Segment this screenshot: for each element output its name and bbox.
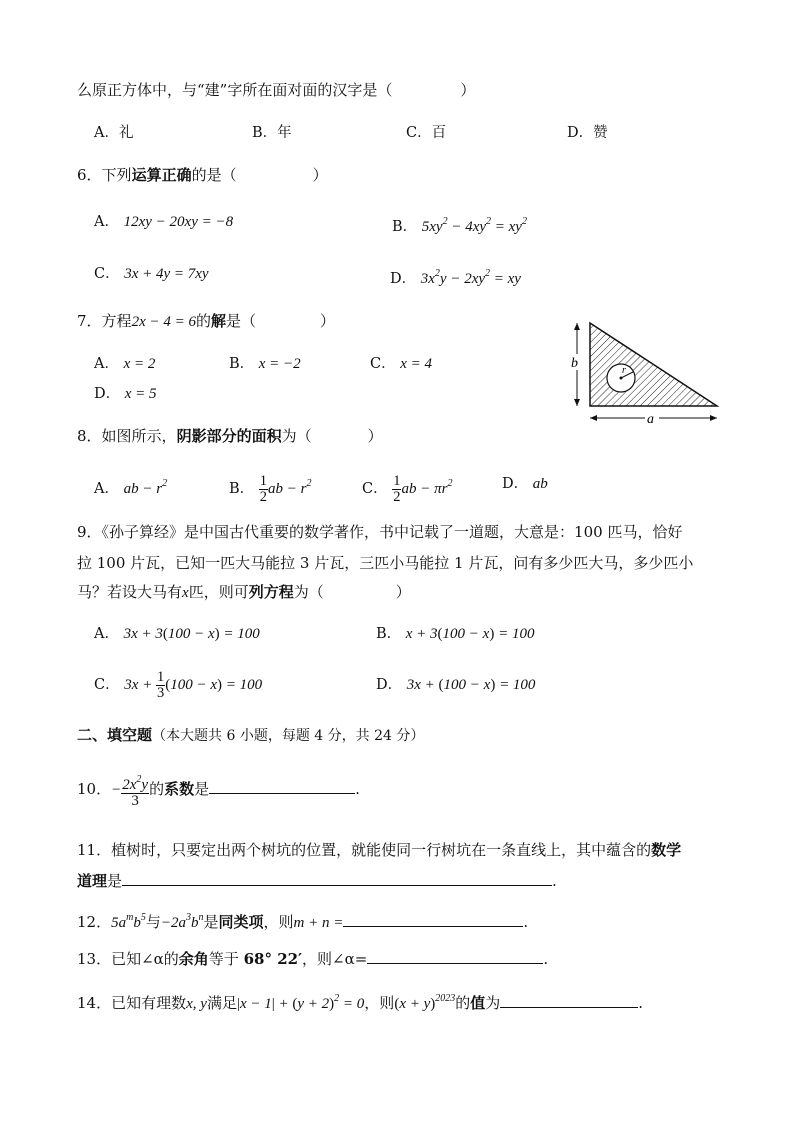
q9-line1: 9．《孙子算经》是中国古代重要的数学著作，书中记载了一道题，大意是：100 匹马，恰好	[77, 523, 683, 541]
q14: 14．已知有理数x, y满足$|x - 1| + (y + 2)^2 = 0$，则$(x + y)^{2023}$的值为 .	[77, 993, 644, 1012]
q9-line3: 马？若设大马有x匹，则可列方程为（ ）	[77, 583, 411, 601]
q11-answer-blank[interactable]	[122, 870, 552, 886]
height-label: b	[571, 356, 578, 371]
q8-option-a: A． ab − $r^2$	[94, 478, 168, 497]
q6-option-b: B． $5xy^2 - 4xy^2 = xy^2$	[392, 216, 527, 235]
q13: 13．已知∠α的余角等于 68° 22′，则∠α= .	[77, 950, 549, 968]
q7-option-d: D． x = 5	[94, 386, 157, 402]
q12: 12．$5a^mb^5$与$-2a^3b^n$是同类项，则m + n = .	[77, 912, 529, 931]
q6-option-a: A． 12xy − 20xy = −8	[94, 214, 234, 230]
q7-option-c: C． x = 4	[370, 356, 432, 372]
q6-option-d: D． $3x^2y - 2xy^2$ = xy	[390, 268, 521, 287]
q9-line2: 拉 100 片瓦，已知一匹大马能拉 3 片瓦，三匹小马能拉 1 片瓦，问有多少匹大马，多少匹小	[77, 554, 694, 572]
q6-option-c: C． 3x + 4y = 7xy	[94, 266, 209, 282]
q8-option-d: D． ab	[502, 476, 548, 492]
q13-answer-blank[interactable]	[367, 948, 543, 964]
section-2-heading: 二、填空题（本大题共 6 小题，每题 4 分，共 24 分）	[77, 726, 425, 744]
q7-option-b: B． x = −2	[229, 356, 301, 372]
q10: 10．− $\frac{2x^2y}{3}$ 的系数是 .	[77, 773, 360, 809]
q12-answer-blank[interactable]	[343, 911, 523, 927]
radius-label: r	[622, 365, 626, 376]
q6-stem: 6．下列运算正确的是（ ）	[77, 166, 328, 184]
q9-option-b: B． x + 3(100 − x) = 100	[376, 626, 535, 642]
q9-option-d: D． 3x + (100 − x) = 100	[376, 677, 536, 693]
q11-line1: 11．植树时，只要定出两个树坑的位置，就能使同一行树坑在一条直线上，其中蕴含的数学	[77, 841, 682, 859]
q7-option-a: A． x = 2	[94, 356, 156, 372]
base-label: a	[647, 412, 654, 427]
q8-option-b: B． $\frac{1}{2}$ ab − $r^2$	[229, 472, 312, 505]
right-triangle	[590, 323, 717, 406]
q8-option-c: C． $\frac{1}{2}$ ab − $\pi r^2$	[362, 472, 453, 505]
q5-option-a: A．礼	[94, 125, 134, 141]
q7-stem: 7．方程2x − 4 = 6的解是（ ）	[77, 312, 336, 330]
q9-option-c: C． 3x + $\frac{1}{3}$ (100 − x) = 100	[94, 668, 263, 701]
q9-option-a: A． 3x + 3(100 − x) = 100	[94, 626, 260, 642]
q5-stem: 么原正方体中，与“建”字所在面对面的汉字是（ ）	[77, 81, 476, 99]
q5-option-b: B．年	[252, 125, 292, 141]
q10-answer-blank[interactable]	[209, 778, 355, 794]
shaded-triangle-figure	[565, 318, 725, 428]
q14-answer-blank[interactable]	[500, 992, 638, 1008]
q5-option-d: D．赞	[567, 125, 608, 141]
q11-line2: 道理是 .	[77, 872, 557, 890]
q8-stem: 8．如图所示，阴影部分的面积为（ ）	[77, 427, 383, 445]
q5-option-c: C．百	[406, 125, 447, 141]
